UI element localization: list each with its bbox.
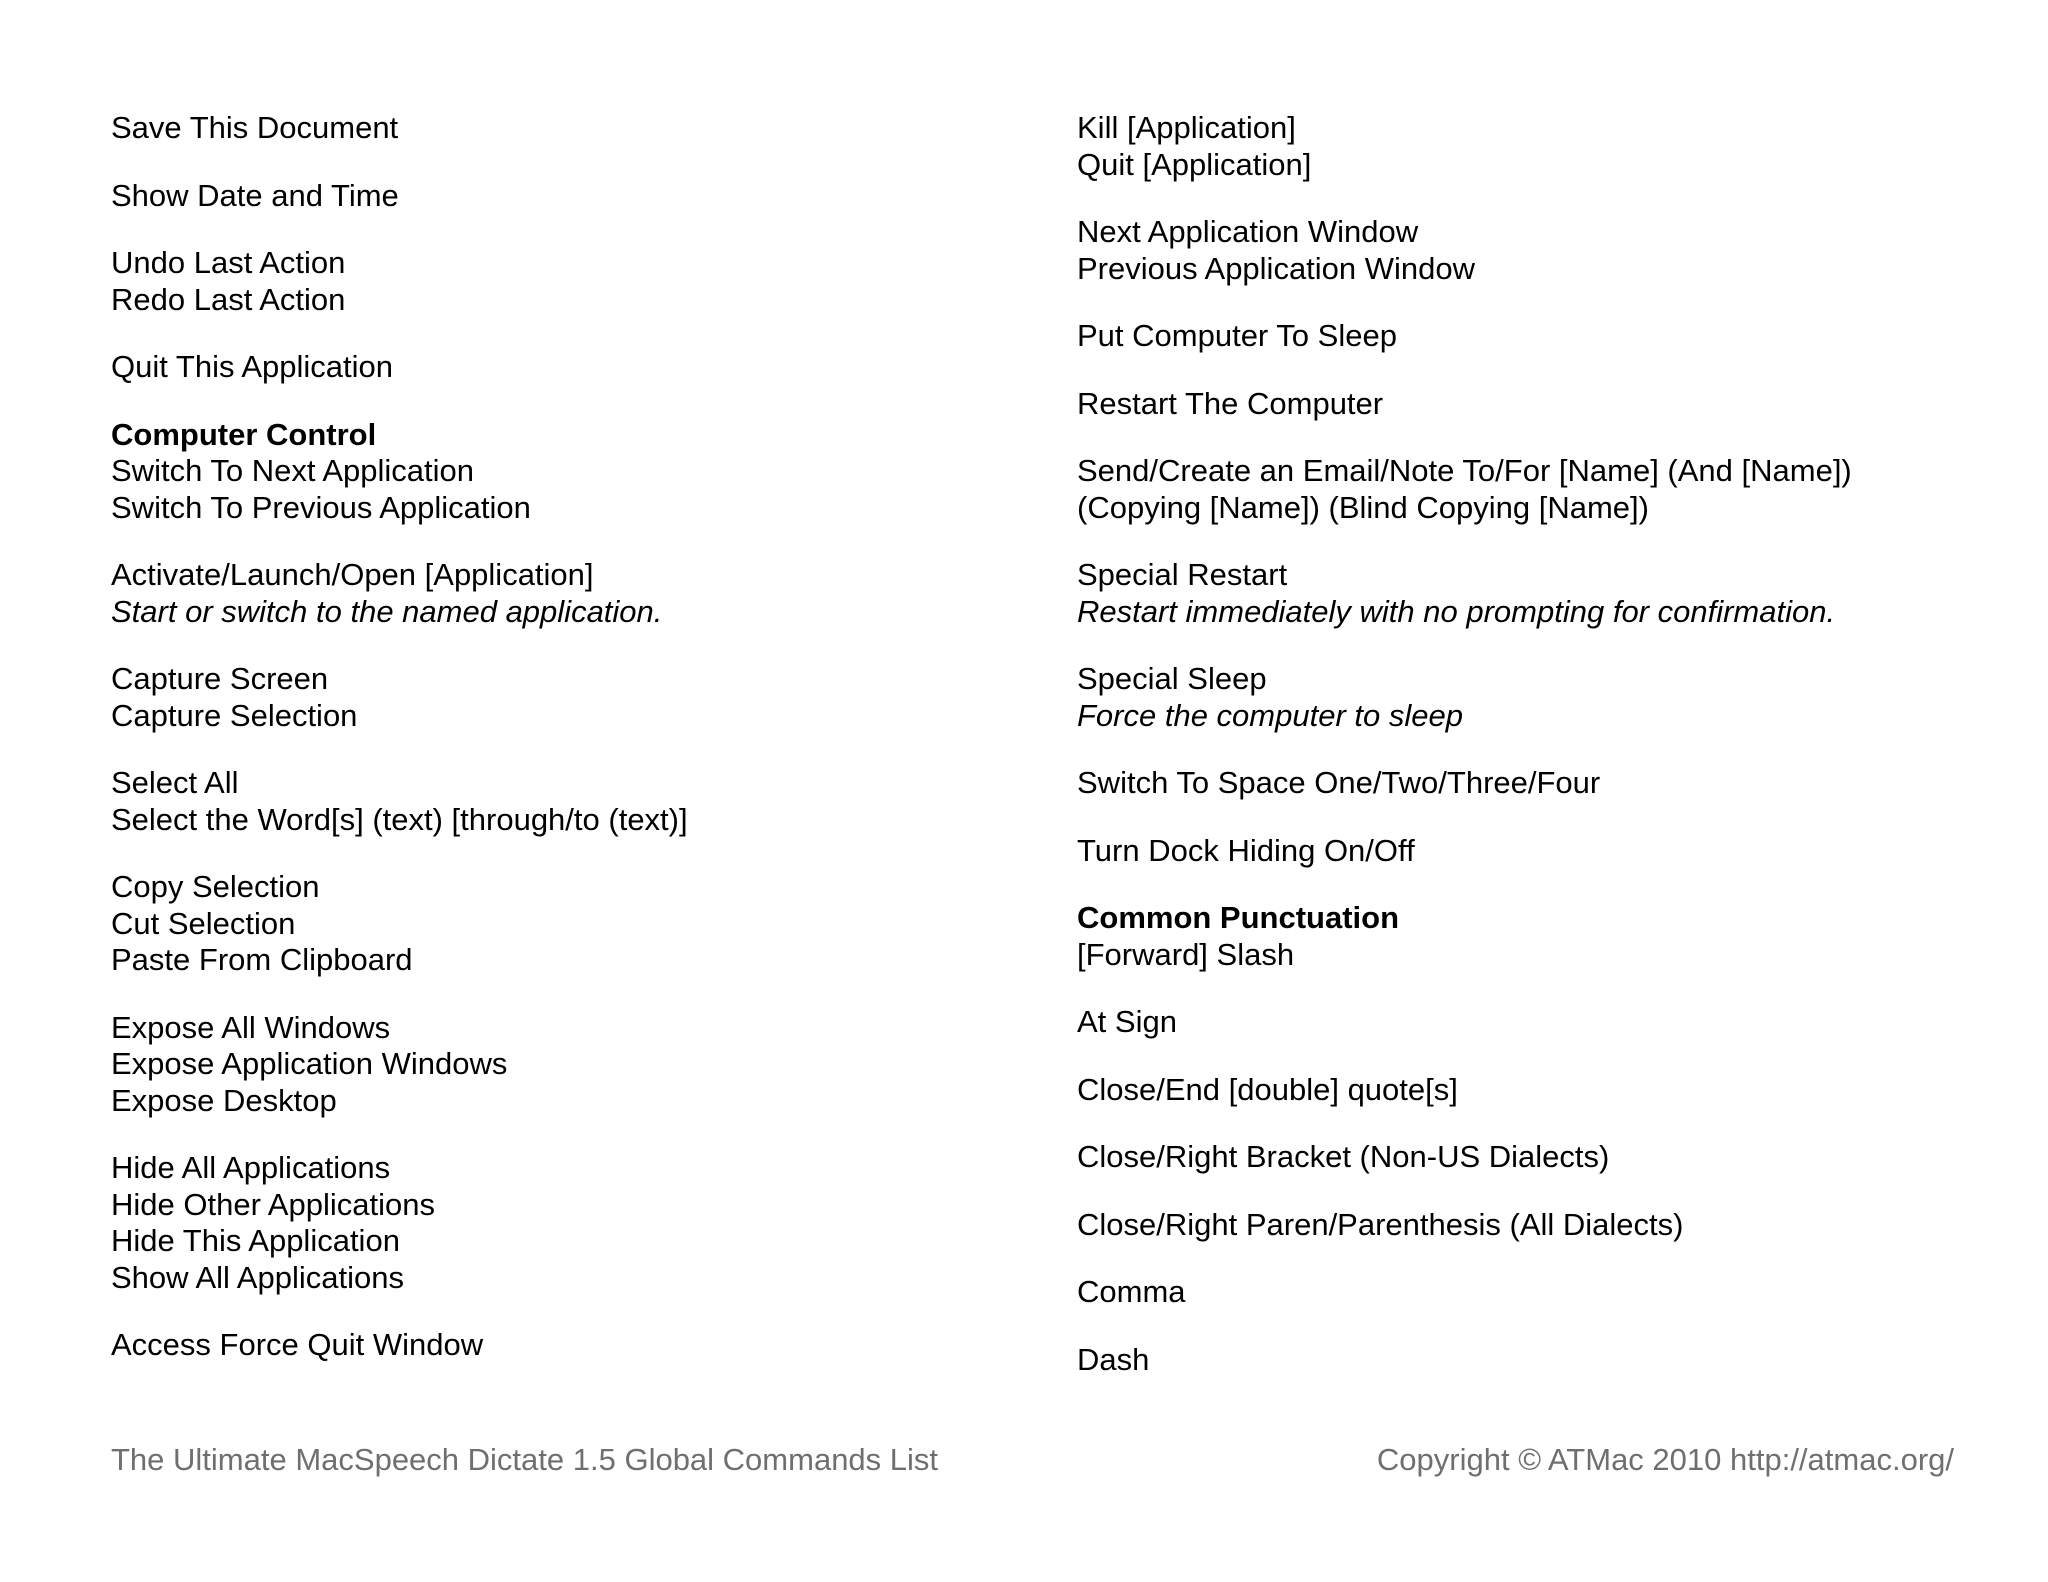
command-group	[1077, 765, 1977, 802]
command-item: Redo Last Action	[111, 281, 346, 317]
command-item: Expose Application Windows	[111, 1046, 508, 1081]
command-item: Hide This Application	[111, 1223, 400, 1258]
command-group	[1077, 110, 1977, 183]
command-item: Access Force Quit Window	[111, 1327, 484, 1362]
command-item: Restart The Computer	[1077, 385, 1384, 421]
command-item: Switch To Space One/Two/Three/Four	[1077, 765, 1601, 800]
command-group	[1077, 833, 1977, 870]
command-group	[111, 245, 1011, 318]
command-group	[1077, 1139, 1977, 1176]
command-item: Quit [Application]	[1077, 146, 1312, 182]
section-heading: Common Punctuation	[1077, 900, 1400, 935]
command-item: Switch To Previous Application	[111, 489, 531, 525]
command-item: Hide Other Applications	[111, 1186, 435, 1222]
command-item: Special Restart	[1077, 557, 1288, 592]
command-item: Put Computer To Sleep	[1077, 318, 1397, 353]
command-group	[1077, 1004, 1977, 1041]
command-item: Undo Last Action	[111, 245, 346, 280]
command-group	[1077, 1207, 1977, 1244]
command-group	[1077, 557, 1977, 630]
command-item: Comma	[1077, 1274, 1186, 1309]
command-item: Quit This Application	[111, 349, 394, 384]
command-item: Close/Right Bracket (Non-US Dialects)	[1077, 1139, 1610, 1174]
command-item: Copy Selection	[111, 869, 320, 904]
command-group	[111, 765, 1011, 838]
right-column	[1077, 110, 1977, 1409]
command-item: Paste From Clipboard	[111, 942, 413, 977]
command-group	[1077, 318, 1977, 355]
command-item: Next Application Window	[1077, 214, 1419, 249]
command-item: [Forward] Slash	[1077, 936, 1295, 972]
command-group	[1077, 661, 1977, 734]
command-item: Close/Right Paren/Parenthesis (All Dialects)	[1077, 1206, 1684, 1242]
command-group	[1077, 386, 1977, 423]
command-item: Expose Desktop	[111, 1082, 337, 1118]
command-group	[1077, 1274, 1977, 1311]
left-column	[111, 110, 1011, 1395]
command-item: At Sign	[1077, 1004, 1177, 1039]
command-item: Close/End [double] quote[s]	[1077, 1071, 1458, 1107]
footer-copyright: Copyright © ATMac 2010 http://atmac.org/	[1376, 1442, 1954, 1477]
command-item: Capture Selection	[111, 697, 358, 733]
command-item: Select All	[111, 765, 239, 800]
command-group	[111, 110, 1011, 147]
command-description: Restart immediately with no prompting for confirmation.	[1077, 593, 1836, 629]
command-item: Show Date and Time	[111, 177, 399, 213]
command-item: Save This Document	[111, 110, 399, 145]
command-group	[111, 661, 1011, 734]
command-item: Select the Word[s] (text) [through/to (text)]	[111, 801, 688, 837]
command-group	[111, 557, 1011, 630]
command-group	[1077, 214, 1977, 287]
command-item: Activate/Launch/Open [Application]	[111, 557, 594, 592]
command-item: Capture Screen	[111, 661, 329, 696]
command-group	[1077, 900, 1977, 973]
command-item: Expose All Windows	[111, 1009, 391, 1045]
command-item: Dash	[1077, 1341, 1150, 1377]
command-group	[1077, 1072, 1977, 1109]
command-item: Kill [Application]	[1077, 110, 1296, 145]
command-item: Special Sleep	[1077, 661, 1267, 696]
command-group	[111, 869, 1011, 979]
command-item: Turn Dock Hiding On/Off	[1077, 832, 1415, 868]
command-group	[111, 417, 1011, 527]
command-item: Hide All Applications	[111, 1150, 391, 1185]
command-group	[1077, 1342, 1977, 1379]
command-item: Show All Applications	[111, 1259, 404, 1295]
command-group	[1077, 453, 1977, 526]
command-item: Send/Create an Email/Note To/For [Name] (And [Name])	[1077, 453, 1852, 488]
footer-title: The Ultimate MacSpeech Dictate 1.5 Global Commands List	[111, 1442, 939, 1477]
command-item: Previous Application Window	[1077, 250, 1476, 286]
command-group	[111, 1010, 1011, 1120]
command-item: Cut Selection	[111, 905, 296, 941]
command-group	[111, 349, 1011, 386]
command-description: Force the computer to sleep	[1077, 697, 1463, 733]
command-item: (Copying [Name]) (Blind Copying [Name])	[1077, 489, 1649, 525]
command-group	[111, 178, 1011, 215]
section-heading: Computer Control	[111, 416, 377, 452]
command-description: Start or switch to the named application.	[111, 593, 663, 629]
command-item: Switch To Next Application	[111, 453, 475, 488]
command-group	[111, 1150, 1011, 1296]
command-group	[111, 1327, 1011, 1364]
